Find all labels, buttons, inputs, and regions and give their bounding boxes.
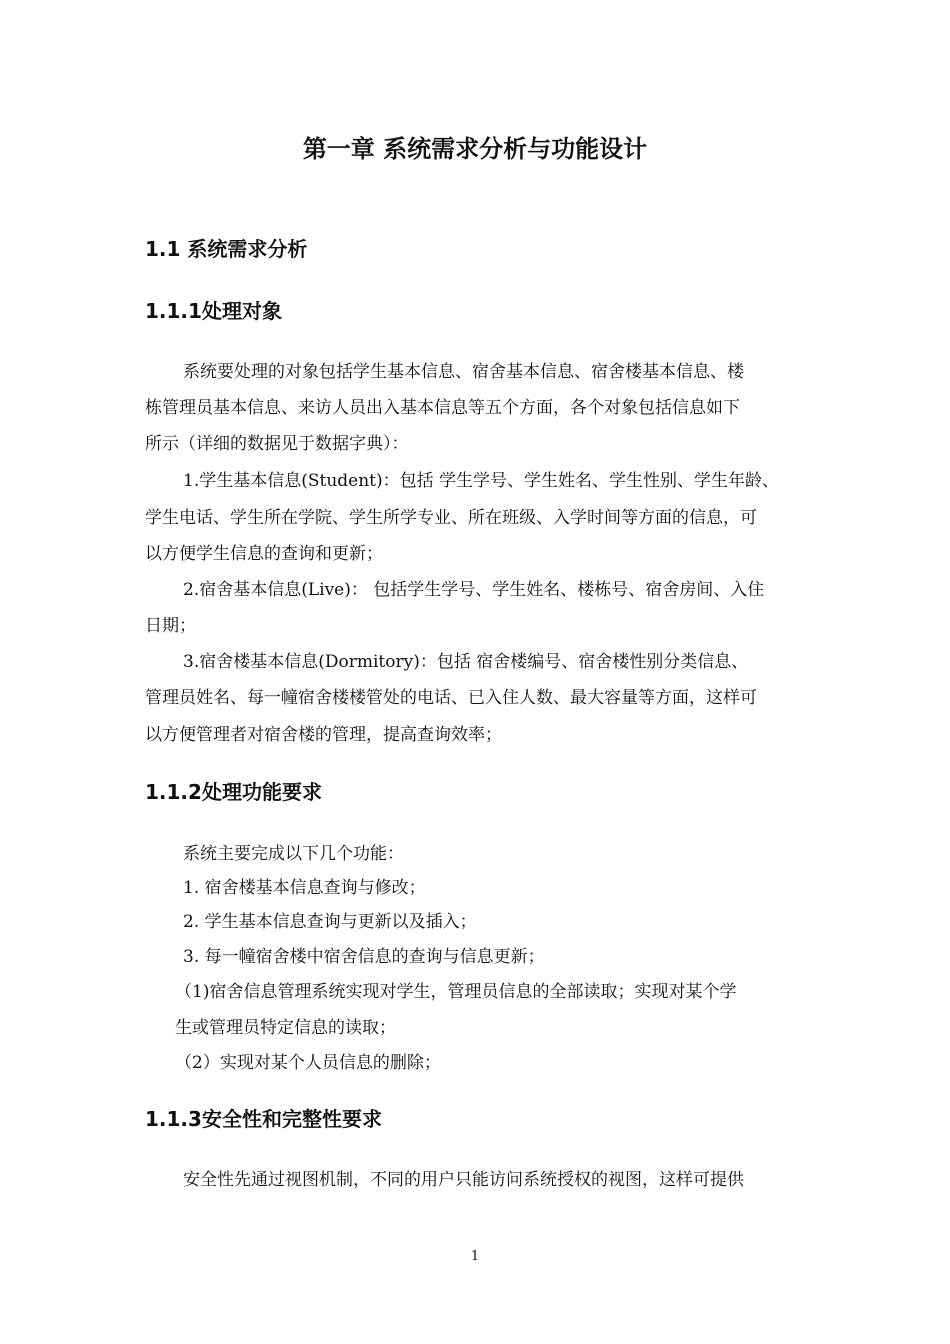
paragraph-line: 所示（详细的数据见于数据字典）：	[145, 434, 409, 454]
subsection-heading-1-1-1: 1.1.1处理对象	[145, 299, 282, 323]
subsection-heading-1-1-3: 1.1.3安全性和完整性要求	[145, 1107, 382, 1131]
paragraph-line: 系统要处理的对象包括学生基本信息、宿舍基本信息、宿舍楼基本信息、楼	[183, 362, 744, 382]
list-item-line: （2）实现对某个人员信息的删除；	[175, 1053, 441, 1073]
subsection-heading-1-1-2: 1.1.2处理功能要求	[145, 780, 322, 804]
paragraph-line: 安全性先通过视图机制，不同的用户只能访问系统授权的视图，这样可提供	[183, 1170, 744, 1190]
paragraph-line: 管理员姓名、每一幢宿舍楼楼管处的电话、已入住人数、最大容量等方面，这样可	[145, 688, 757, 708]
chapter-title: 第一章 系统需求分析与功能设计	[302, 135, 648, 163]
section-heading-1-1: 1.1 系统需求分析	[145, 237, 308, 261]
list-item-line: 3. 每一幢宿舍楼中宿舍信息的查询与信息更新；	[183, 947, 545, 967]
paragraph-line: 生或管理员特定信息的读取；	[175, 1018, 396, 1038]
list-item-line: 1. 宿舍楼基本信息查询与修改；	[183, 878, 426, 898]
list-item-line: 1.学生基本信息(Student)：包括 学生学号、学生姓名、学生性别、学生年龄、	[183, 471, 780, 491]
paragraph-line: 栋管理员基本信息、来访人员出入基本信息等五个方面，各个对象包括信息如下	[145, 398, 740, 418]
list-item-line: （1)宿舍信息管理系统实现对学生，管理员信息的全部读取；实现对某个学	[175, 982, 737, 1002]
page-number: 1	[470, 1249, 480, 1264]
paragraph-line: 系统主要完成以下几个功能：	[183, 844, 404, 864]
list-item-line: 2. 学生基本信息查询与更新以及插入；	[183, 912, 477, 932]
paragraph-line: 以方便管理者对宿舍楼的管理，提高查询效率；	[145, 725, 502, 745]
list-item-line: 2.宿舍基本信息(Live)： 包括学生学号、学生姓名、楼栋号、宿舍房间、入住	[183, 580, 765, 600]
paragraph-line: 学生电话、学生所在学院、学生所学专业、所在班级、入学时间等方面的信息，可	[145, 508, 757, 528]
paragraph-line: 日期；	[145, 616, 196, 636]
list-item-line: 3.宿舍楼基本信息(Dormitory)：包括 宿舍楼编号、宿舍楼性别分类信息、	[183, 652, 749, 672]
paragraph-line: 以方便学生信息的查询和更新；	[145, 544, 383, 564]
